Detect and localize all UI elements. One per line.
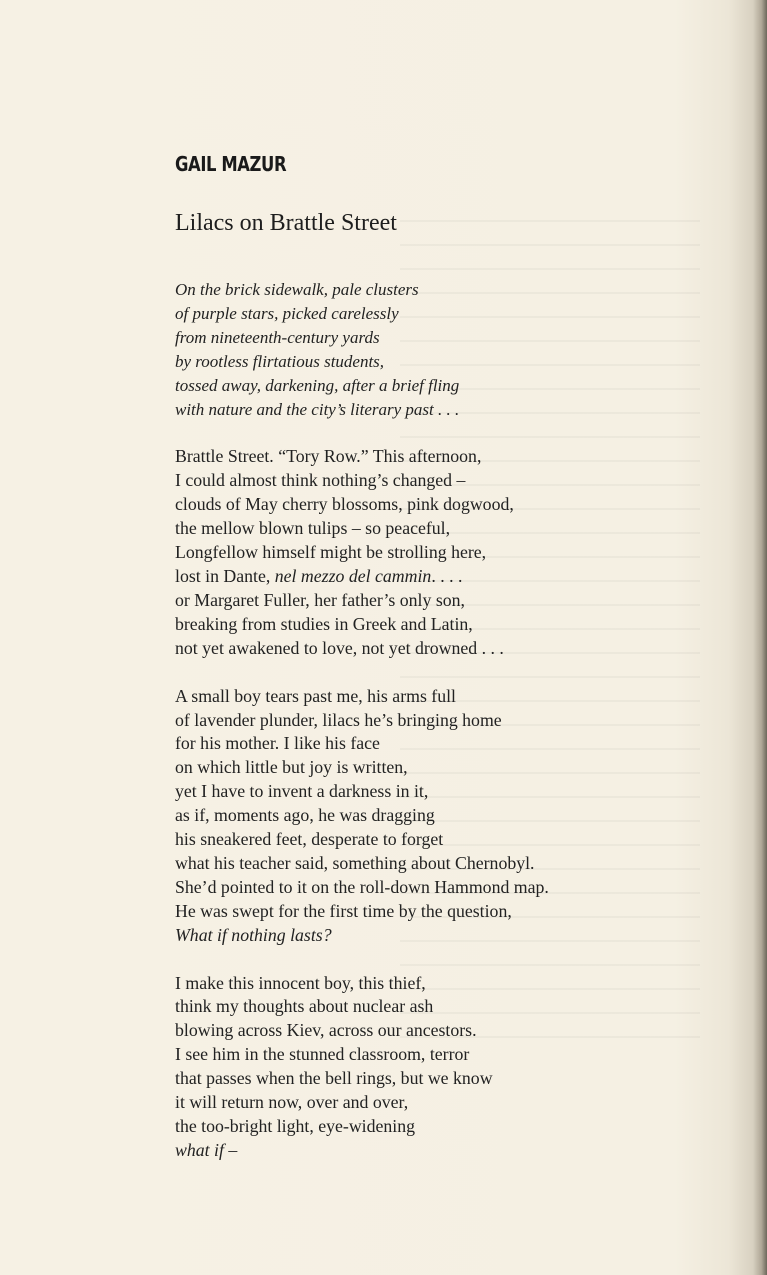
poem-line: of lavender plunder, lilacs he’s bringing home <box>175 709 502 730</box>
line-roman-part: . . . . <box>431 565 463 586</box>
poem-line: with nature and the city’s literary past . . . <box>175 399 460 419</box>
poem-line: on which little but joy is written, <box>175 757 408 778</box>
poem-line-italic: What if nothing lasts? <box>175 924 332 945</box>
poem-line: or Margaret Fuller, her father’s only son, <box>175 589 465 610</box>
poem-line: He was swept for the first time by the question, <box>175 900 512 921</box>
poem-line: clouds of May cherry blossoms, pink dogwood, <box>175 494 514 515</box>
poem-line: by rootless flirtatious students, <box>175 351 385 371</box>
author-name: GAIL MAZUR <box>175 152 287 176</box>
poem-title: Lilacs on Brattle Street <box>175 210 397 236</box>
poem-line: that passes when the bell rings, but we know <box>175 1068 493 1089</box>
poem-line: what his teacher said, something about Chernobyl. <box>175 852 535 873</box>
poem-line: I make this innocent boy, this thief, <box>175 972 426 993</box>
poem-line: it will return now, over and over, <box>175 1092 409 1113</box>
stanza-2 <box>175 445 735 660</box>
poem-line-mixed <box>175 565 735 589</box>
poem-line: yet I have to invent a darkness in it, <box>175 781 429 802</box>
poem-line-italic: what if – <box>175 1139 238 1160</box>
poem-line: blowing across Kiev, across our ancestors. <box>175 1020 477 1041</box>
poem-line: tossed away, darkening, after a brief fling <box>175 375 460 395</box>
poem-line: for his mother. I like his face <box>175 733 380 754</box>
poem-body <box>175 278 735 1187</box>
poem-line: She’d pointed to it on the roll-down Hammond map. <box>175 876 549 897</box>
poem-line: the too-bright light, eye-widening <box>175 1116 415 1136</box>
stanza-1 <box>175 278 735 421</box>
poem-line: Longfellow himself might be strolling here, <box>175 542 487 563</box>
poem-line: the mellow blown tulips – so peaceful, <box>175 518 451 539</box>
poem-line: breaking from studies in Greek and Latin, <box>175 613 473 634</box>
poem-line: I see him in the stunned classroom, terror <box>175 1044 470 1065</box>
line-roman-part: lost in Dante, <box>175 565 275 586</box>
page-gutter-shadow <box>753 0 767 1275</box>
poem-line: I could almost think nothing’s changed – <box>175 470 466 491</box>
poem-line: as if, moments ago, he was dragging <box>175 805 435 826</box>
poem-line: A small boy tears past me, his arms full <box>175 685 457 706</box>
poem-line: from nineteenth-century yards <box>175 327 380 347</box>
stanza-3 <box>175 685 735 948</box>
stanza-4 <box>175 972 735 1163</box>
poem-line: his sneakered feet, desperate to forget <box>175 829 444 850</box>
poem-line: On the brick sidewalk, pale clusters <box>175 280 419 299</box>
poem-line: of purple stars, picked carelessly <box>175 303 399 323</box>
poem-line: not yet awakened to love, not yet drowned . . . <box>175 637 504 658</box>
italic-phrase: nel mezzo del cammin <box>274 565 432 586</box>
poem-line: Brattle Street. “Tory Row.” This afternoon, <box>175 446 482 467</box>
poem-line: think my thoughts about nuclear ash <box>175 996 434 1017</box>
